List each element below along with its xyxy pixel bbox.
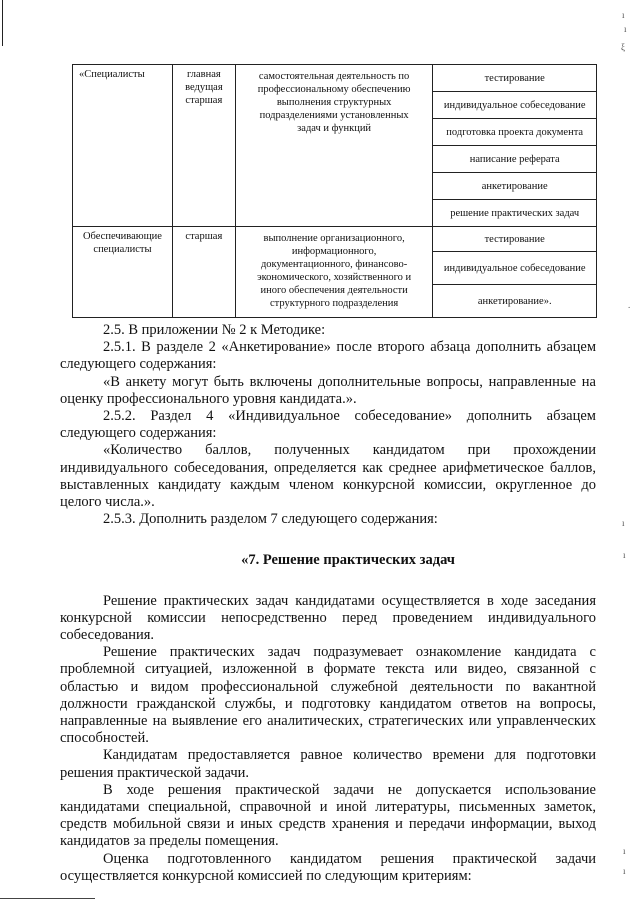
rank-item: главная [186, 69, 221, 80]
method-item: решение практических задач [450, 207, 580, 219]
group-cell: Обеспечивающие специалисты [73, 227, 173, 318]
ranks-cell [172, 227, 235, 318]
table-row [73, 227, 597, 318]
paragraph: 2.5.1. В разделе 2 «Анкетирование» после второго абзаца дополнить абзацем следующего содержания: [60, 339, 596, 373]
paragraph: В ходе решения практической задачи не допускается использование кандидатами специальной, справочной и иной литературы, письменных заметок, средств мобильной связи и иных средств хранения и передачи информации, выход кандидатов за пределы помещения. [60, 781, 596, 850]
paragraph: «Количество баллов, полученных кандидатом при прохождении индивидуального собеседования, определяется как среднее арифметическое баллов, выставленных кандидату каждым членом конкурсной комиссии, округленное до целого числа.». [60, 442, 596, 511]
method-item: индивидуальное собеседование [433, 92, 596, 119]
paragraph: 2.5. В приложении № 2 к Методике: [103, 322, 326, 338]
table-row [73, 65, 597, 227]
scan-margin-marks: ı ı ξ . ı ı ı ı [621, 10, 631, 876]
method-item: тестирование [433, 65, 596, 92]
method-item: подготовка проекта документа [433, 119, 596, 146]
activity-cell: самостоятельная деятельность по профессиональному обеспечению выполнения структурных подразделениями установленных задач и функций [235, 65, 433, 227]
section-heading: «7. Решение практических задач [241, 552, 455, 569]
footnote-separator [0, 898, 95, 899]
paragraph: Кандидатам предоставляется равное количество времени для подготовки решения практической задачи. [60, 747, 596, 781]
document-body [60, 322, 596, 885]
ranks-cell [172, 65, 235, 227]
method-item: анкетирование [433, 173, 596, 200]
methods-cell [433, 65, 597, 227]
method-item: тестирование [433, 227, 596, 252]
paragraph: 2.5.2. Раздел 4 «Индивидуальное собеседование» дополнить абзацем следующего содержания: [60, 408, 596, 442]
paragraph: Оценка подготовленного кандидатом решения практической задачи осуществляется конкурсной комиссией по следующим критериям: [60, 850, 596, 884]
positions-table [72, 64, 597, 318]
paragraph: Решение практических задач кандидатами осуществляется в ходе заседания конкурсной комиссии непосредственно перед проведением индивидуального собеседования. [60, 592, 596, 644]
methods-cell [433, 227, 597, 318]
rank-item: ведущая [185, 82, 223, 93]
rank-item: старшая [185, 95, 223, 106]
method-item: индивидуальное собеседование [433, 252, 596, 285]
paragraph: Решение практических задач подразумевает ознакомление кандидата с проблемной ситуацией, изложенной в формате текста или видео, связанной с областью и видом профессиональной служебной деятельности по вакантной должности гражданской службы, и подготовку кандидатом ответов на вопросы, направленные на выявление его аналитических, стратегических или управленческих способностей. [60, 644, 596, 747]
method-item: написание реферата [433, 146, 596, 173]
method-item: анкетирование». [477, 295, 552, 307]
group-cell: «Специалисты [73, 65, 173, 227]
paragraph: «В анкету могут быть включены дополнительные вопросы, направленные на оценку профессионального уровня кандидата.». [60, 373, 596, 407]
paragraph: 2.5.3. Дополнить разделом 7 следующего содержания: [103, 511, 438, 528]
scan-edge-line [2, 0, 3, 46]
activity-cell: выполнение организационного, информационного, документационного, финансово-экономического, хозяйственного и иного обеспечения деятельности структурного подразделения [235, 227, 433, 318]
rank-item: старшая [185, 231, 223, 242]
